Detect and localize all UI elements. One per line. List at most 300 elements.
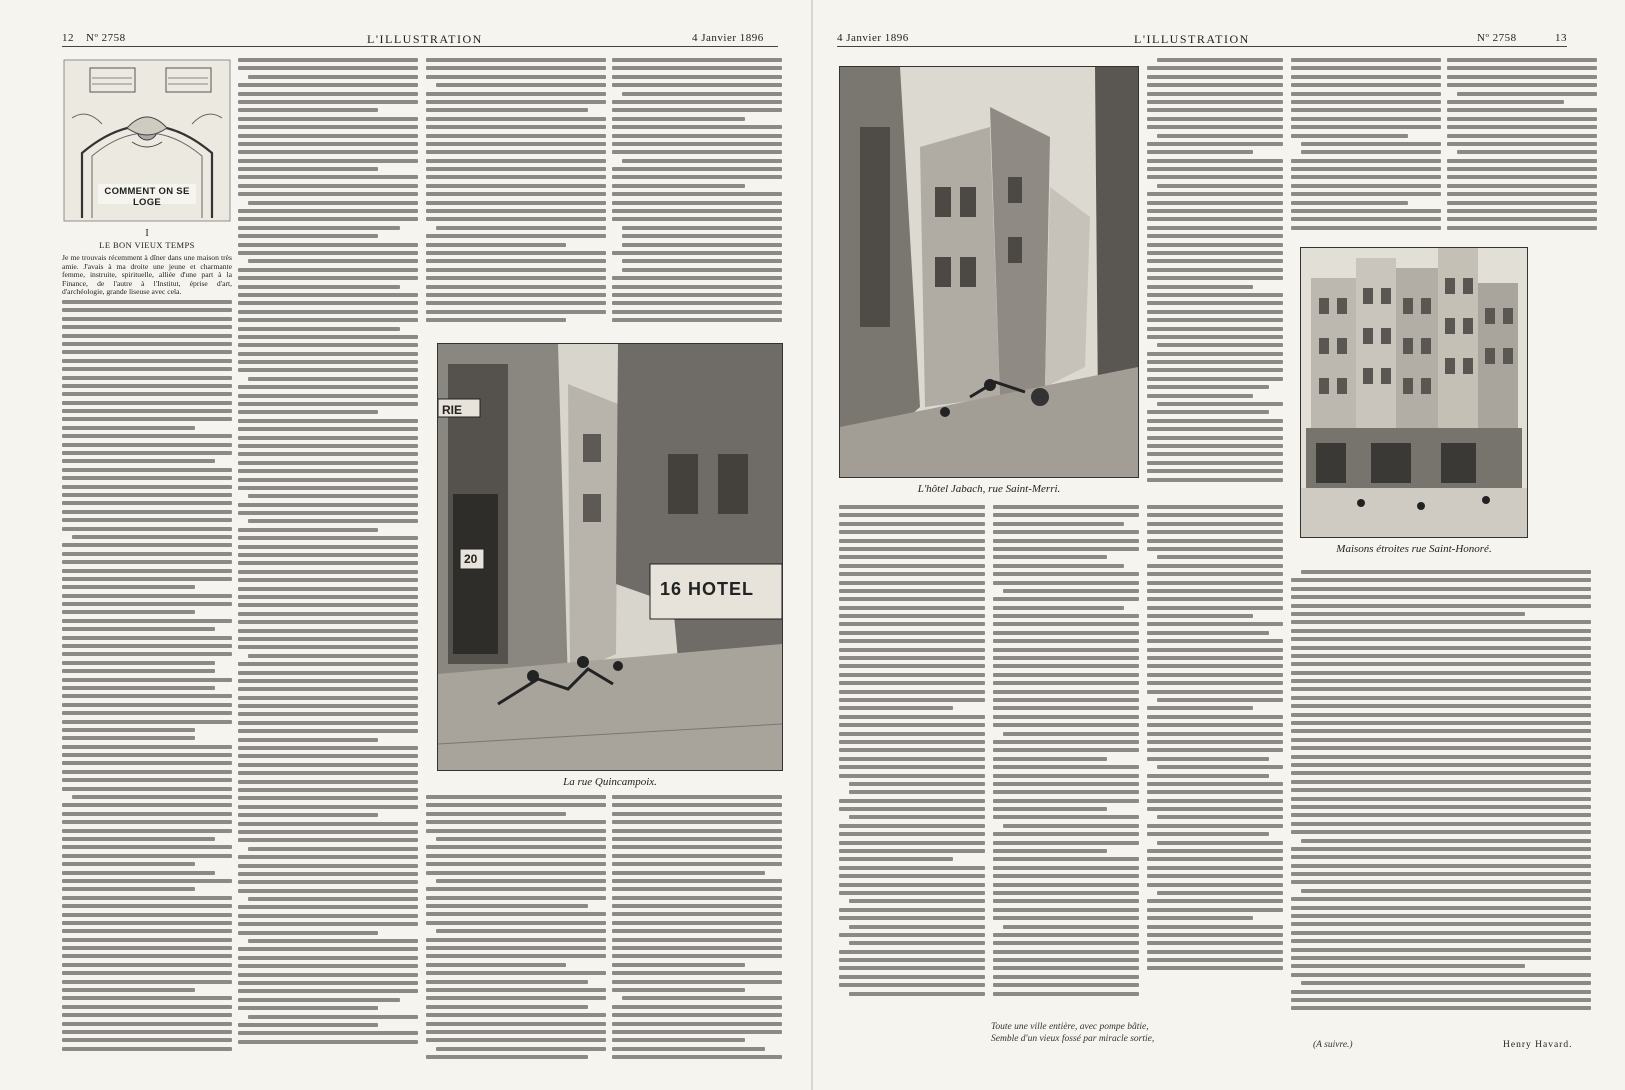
text-line bbox=[1147, 790, 1283, 794]
text-line bbox=[612, 946, 782, 950]
text-line bbox=[622, 996, 782, 1000]
text-line bbox=[238, 578, 418, 582]
text-line bbox=[238, 368, 418, 372]
text-line bbox=[1291, 587, 1591, 591]
text-line bbox=[62, 980, 232, 984]
text-line bbox=[993, 866, 1139, 870]
text-line bbox=[839, 513, 985, 517]
text-line bbox=[426, 896, 606, 900]
text-line bbox=[426, 829, 606, 833]
text-line bbox=[426, 276, 606, 280]
text-line bbox=[238, 796, 418, 800]
text-line bbox=[1147, 597, 1283, 601]
text-line bbox=[993, 950, 1139, 954]
verse-line-1: Toute une ville entière, avec pompe bâtie, bbox=[991, 1022, 1149, 1032]
text-line bbox=[993, 681, 1139, 685]
text-line bbox=[1147, 352, 1283, 356]
right-column-1-lower-text bbox=[839, 505, 985, 1015]
text-line bbox=[62, 300, 232, 304]
text-line bbox=[1291, 847, 1591, 851]
right-journal-title: L'ILLUSTRATION bbox=[1134, 32, 1250, 46]
text-line bbox=[612, 108, 782, 112]
text-line bbox=[426, 795, 606, 799]
text-line bbox=[1147, 690, 1283, 694]
text-line bbox=[62, 459, 215, 463]
text-line bbox=[1291, 738, 1591, 742]
text-line bbox=[1291, 998, 1591, 1002]
text-line bbox=[1147, 150, 1253, 154]
text-line bbox=[612, 862, 782, 866]
text-line bbox=[993, 941, 1139, 945]
text-line bbox=[1291, 75, 1441, 79]
text-line bbox=[612, 83, 782, 87]
text-line bbox=[612, 1005, 782, 1009]
text-line bbox=[612, 125, 782, 129]
text-line bbox=[612, 209, 782, 213]
text-line bbox=[238, 175, 418, 179]
text-line bbox=[1291, 763, 1591, 767]
text-line bbox=[62, 862, 195, 866]
text-line bbox=[1147, 799, 1283, 803]
text-line bbox=[1147, 958, 1283, 962]
text-line bbox=[1291, 973, 1591, 977]
text-line bbox=[238, 662, 418, 666]
text-line bbox=[1291, 755, 1591, 759]
text-line bbox=[1291, 629, 1591, 633]
text-line bbox=[62, 392, 232, 396]
text-line bbox=[238, 780, 418, 784]
text-line bbox=[993, 899, 1139, 903]
text-line bbox=[1301, 981, 1591, 985]
text-line bbox=[248, 377, 418, 381]
text-line bbox=[62, 778, 232, 782]
text-line bbox=[1447, 75, 1597, 79]
text-line bbox=[1147, 530, 1283, 534]
text-line bbox=[993, 832, 1139, 836]
text-line bbox=[993, 572, 1139, 576]
text-line bbox=[1157, 343, 1283, 347]
text-line bbox=[1147, 159, 1283, 163]
text-line bbox=[1147, 748, 1283, 752]
text-line bbox=[839, 966, 985, 970]
text-line bbox=[1291, 108, 1441, 112]
text-line bbox=[238, 251, 418, 255]
text-line bbox=[62, 770, 232, 774]
text-line bbox=[62, 384, 232, 388]
text-line bbox=[612, 921, 782, 925]
text-line bbox=[238, 92, 418, 96]
text-line bbox=[1147, 539, 1283, 543]
text-line bbox=[62, 954, 232, 958]
text-line bbox=[612, 184, 745, 188]
text-line bbox=[238, 612, 418, 616]
text-line bbox=[1147, 950, 1283, 954]
text-line bbox=[993, 966, 1139, 970]
text-line bbox=[62, 627, 215, 631]
text-line bbox=[1147, 108, 1283, 112]
text-line bbox=[62, 787, 232, 791]
text-line bbox=[62, 661, 215, 665]
text-line bbox=[238, 469, 418, 473]
left-column-4-lower-text bbox=[612, 795, 782, 1070]
text-line bbox=[1301, 839, 1591, 843]
text-line bbox=[62, 585, 195, 589]
text-line bbox=[62, 401, 232, 405]
text-line bbox=[238, 973, 418, 977]
text-line bbox=[238, 864, 418, 868]
text-line bbox=[238, 830, 418, 834]
text-line bbox=[612, 134, 782, 138]
text-line bbox=[1147, 251, 1283, 255]
text-line bbox=[1003, 824, 1139, 828]
text-line bbox=[238, 167, 378, 171]
text-line bbox=[1147, 469, 1283, 473]
text-line bbox=[612, 803, 782, 807]
rue-quincampoix-illustration bbox=[437, 343, 783, 771]
text-line bbox=[612, 192, 782, 196]
text-line bbox=[238, 83, 418, 87]
hotel-jabach-engraving bbox=[840, 67, 1138, 477]
text-line bbox=[1447, 217, 1597, 221]
text-line bbox=[62, 686, 215, 690]
text-line bbox=[612, 829, 782, 833]
right-column-2-lower-text bbox=[993, 505, 1139, 1015]
text-line bbox=[612, 201, 782, 205]
left-column-3-text bbox=[426, 58, 606, 336]
text-line bbox=[1157, 815, 1283, 819]
text-line bbox=[839, 698, 985, 702]
text-line bbox=[1147, 933, 1283, 937]
text-line bbox=[612, 1013, 782, 1017]
right-column-3-lower-text bbox=[1147, 505, 1283, 985]
text-line bbox=[622, 92, 782, 96]
street-scene-engraving bbox=[438, 344, 782, 770]
text-line bbox=[62, 468, 232, 472]
text-line bbox=[238, 117, 418, 121]
text-line bbox=[1447, 58, 1597, 62]
text-line bbox=[993, 547, 1139, 551]
text-line bbox=[612, 871, 765, 875]
text-line bbox=[248, 259, 418, 263]
right-column-4-lower-text bbox=[1291, 570, 1591, 1030]
text-line bbox=[993, 673, 1139, 677]
text-line bbox=[839, 983, 985, 987]
text-line bbox=[1147, 201, 1283, 205]
text-line bbox=[839, 581, 985, 585]
text-line bbox=[612, 318, 782, 322]
right-column-4-upper-text bbox=[1447, 58, 1597, 238]
text-line bbox=[238, 192, 418, 196]
text-line bbox=[426, 92, 606, 96]
text-line bbox=[1147, 293, 1283, 297]
text-line bbox=[612, 954, 782, 958]
text-line bbox=[238, 209, 418, 213]
text-line bbox=[612, 1030, 782, 1034]
text-line bbox=[993, 606, 1124, 610]
text-line bbox=[238, 645, 418, 649]
text-line bbox=[622, 234, 782, 238]
text-line bbox=[612, 100, 782, 104]
text-line bbox=[238, 394, 418, 398]
text-line bbox=[426, 971, 606, 975]
text-line bbox=[839, 732, 985, 736]
text-line bbox=[1147, 444, 1283, 448]
text-line bbox=[1147, 243, 1283, 247]
text-line bbox=[426, 1005, 588, 1009]
left-journal-title: L'ILLUSTRATION bbox=[367, 32, 483, 46]
text-line bbox=[62, 988, 195, 992]
text-line bbox=[1147, 368, 1283, 372]
text-line bbox=[1147, 75, 1283, 79]
text-line bbox=[72, 535, 232, 539]
text-line bbox=[426, 259, 606, 263]
text-line bbox=[1291, 209, 1441, 213]
text-line bbox=[248, 847, 418, 851]
text-line bbox=[238, 872, 418, 876]
text-line bbox=[1147, 335, 1283, 339]
text-line bbox=[1291, 880, 1591, 884]
text-line bbox=[1291, 217, 1441, 221]
text-line bbox=[839, 874, 985, 878]
text-line bbox=[993, 975, 1139, 979]
text-line bbox=[238, 763, 418, 767]
section-number: I bbox=[145, 228, 149, 239]
text-line bbox=[612, 301, 782, 305]
text-line bbox=[62, 913, 232, 917]
text-line bbox=[1291, 620, 1591, 624]
text-line bbox=[426, 167, 606, 171]
text-line bbox=[62, 896, 232, 900]
text-line bbox=[238, 838, 418, 842]
text-line bbox=[62, 669, 215, 673]
text-line bbox=[238, 402, 418, 406]
text-line bbox=[238, 822, 418, 826]
left-page-number: 12 bbox=[62, 32, 74, 44]
text-line bbox=[1157, 555, 1283, 559]
text-line bbox=[1291, 788, 1591, 792]
text-line bbox=[1447, 83, 1597, 87]
text-line bbox=[426, 142, 606, 146]
text-line bbox=[426, 1030, 606, 1034]
text-line bbox=[993, 664, 1139, 668]
text-line bbox=[238, 880, 418, 884]
text-line bbox=[426, 921, 606, 925]
text-line bbox=[839, 589, 985, 593]
text-line bbox=[238, 226, 400, 230]
text-line bbox=[1147, 916, 1253, 920]
text-line bbox=[238, 343, 418, 347]
text-line bbox=[839, 564, 985, 568]
text-line bbox=[1003, 589, 1139, 593]
text-line bbox=[1291, 134, 1408, 138]
text-line bbox=[426, 954, 606, 958]
text-line bbox=[62, 652, 232, 656]
text-line bbox=[248, 75, 418, 79]
text-line bbox=[248, 1015, 418, 1019]
text-line bbox=[436, 226, 606, 230]
to-be-continued-note: (A suivre.) bbox=[1313, 1040, 1353, 1050]
text-line bbox=[612, 879, 782, 883]
text-line bbox=[238, 1040, 418, 1044]
text-line bbox=[238, 444, 418, 448]
text-line bbox=[612, 896, 782, 900]
text-line bbox=[1147, 310, 1283, 314]
text-line bbox=[62, 929, 232, 933]
text-line bbox=[1147, 639, 1283, 643]
text-line bbox=[62, 342, 232, 346]
text-line bbox=[839, 916, 985, 920]
text-line bbox=[62, 376, 232, 380]
text-line bbox=[62, 434, 232, 438]
text-line bbox=[1291, 175, 1441, 179]
text-line bbox=[993, 874, 1139, 878]
text-line bbox=[238, 981, 418, 985]
text-line bbox=[839, 622, 985, 626]
left-column-3-lower-text bbox=[426, 795, 606, 1070]
text-line bbox=[1147, 622, 1283, 626]
text-line bbox=[1157, 402, 1283, 406]
text-line bbox=[238, 696, 418, 700]
text-line bbox=[238, 637, 418, 641]
text-line bbox=[612, 929, 782, 933]
text-line bbox=[612, 938, 782, 942]
text-line bbox=[1447, 201, 1597, 205]
text-line bbox=[839, 866, 985, 870]
text-line bbox=[1147, 394, 1253, 398]
text-line bbox=[1447, 184, 1597, 188]
text-line bbox=[1147, 410, 1269, 414]
text-line bbox=[839, 765, 985, 769]
text-line bbox=[238, 410, 378, 414]
text-line bbox=[1447, 66, 1597, 70]
text-line bbox=[1147, 857, 1283, 861]
text-line bbox=[839, 799, 985, 803]
text-line bbox=[1147, 581, 1283, 585]
text-line bbox=[1291, 201, 1408, 205]
text-line bbox=[426, 988, 606, 992]
text-line bbox=[62, 845, 232, 849]
text-line bbox=[612, 1022, 782, 1026]
text-line bbox=[238, 536, 418, 540]
right-running-header bbox=[837, 30, 1567, 47]
text-line bbox=[612, 971, 782, 975]
text-line bbox=[426, 946, 606, 950]
right-page-number: 13 bbox=[1555, 32, 1567, 44]
text-line bbox=[1291, 117, 1441, 121]
text-line bbox=[62, 753, 232, 757]
text-line bbox=[1147, 908, 1283, 912]
text-line bbox=[436, 83, 606, 87]
text-line bbox=[839, 824, 985, 828]
text-line bbox=[62, 736, 195, 740]
text-line bbox=[839, 530, 985, 534]
text-line bbox=[248, 201, 418, 205]
text-line bbox=[993, 774, 1139, 778]
text-line bbox=[612, 837, 782, 841]
text-line bbox=[62, 904, 232, 908]
text-line bbox=[612, 75, 782, 79]
text-line bbox=[993, 597, 1139, 601]
text-line bbox=[993, 706, 1139, 710]
text-line bbox=[993, 908, 1139, 912]
text-line bbox=[426, 234, 606, 238]
text-line bbox=[238, 595, 418, 599]
text-line bbox=[1147, 606, 1283, 610]
text-line bbox=[1291, 159, 1441, 163]
text-line bbox=[1003, 925, 1139, 929]
article-title: COMMENT ON SE LOGE bbox=[104, 186, 190, 208]
text-line bbox=[62, 694, 232, 698]
text-line bbox=[839, 664, 985, 668]
text-line bbox=[238, 746, 418, 750]
text-line bbox=[1457, 92, 1597, 96]
text-line bbox=[62, 367, 232, 371]
verse-line-2: Semble d'un vieux fossé par miracle sortie, bbox=[991, 1034, 1155, 1044]
text-line bbox=[62, 1013, 232, 1017]
text-line bbox=[1147, 285, 1253, 289]
text-line bbox=[993, 639, 1139, 643]
text-line bbox=[238, 704, 418, 708]
text-line bbox=[238, 570, 418, 574]
text-line bbox=[1157, 134, 1283, 138]
text-line bbox=[426, 871, 606, 875]
text-line bbox=[1147, 572, 1283, 576]
text-line bbox=[993, 622, 1139, 626]
text-line bbox=[62, 946, 232, 950]
text-line bbox=[993, 782, 1139, 786]
text-line bbox=[62, 887, 195, 891]
text-line bbox=[1147, 360, 1283, 364]
text-line bbox=[1147, 522, 1283, 526]
text-line bbox=[1291, 578, 1591, 582]
text-line bbox=[238, 629, 418, 633]
text-line bbox=[238, 989, 418, 993]
text-line bbox=[1147, 192, 1283, 196]
text-line bbox=[612, 66, 782, 70]
text-line bbox=[1457, 150, 1597, 154]
text-line bbox=[612, 963, 745, 967]
text-line bbox=[62, 527, 232, 531]
text-line bbox=[238, 503, 418, 507]
text-line bbox=[1147, 564, 1283, 568]
text-line bbox=[839, 933, 985, 937]
text-line bbox=[839, 614, 985, 618]
text-line bbox=[426, 1013, 606, 1017]
text-line bbox=[238, 721, 418, 725]
text-line bbox=[426, 318, 566, 322]
text-line bbox=[612, 1055, 782, 1059]
text-line bbox=[1291, 167, 1441, 171]
text-line bbox=[426, 904, 588, 908]
text-line bbox=[839, 706, 953, 710]
right-date: 4 Janvier 1896 bbox=[837, 32, 909, 44]
text-line bbox=[1291, 746, 1591, 750]
text-line bbox=[993, 958, 1139, 962]
text-line bbox=[1147, 673, 1283, 677]
text-line bbox=[1291, 100, 1441, 104]
text-line bbox=[238, 150, 418, 154]
text-line bbox=[62, 350, 232, 354]
text-line bbox=[612, 1047, 765, 1051]
text-line bbox=[1291, 990, 1591, 994]
text-line bbox=[1147, 268, 1283, 272]
text-line bbox=[426, 58, 606, 62]
text-line bbox=[238, 427, 418, 431]
maisons-etroites-caption: Maisons étroites rue Saint-Honoré. bbox=[1336, 543, 1492, 555]
text-line bbox=[1291, 721, 1591, 725]
text-line bbox=[1147, 824, 1283, 828]
text-line bbox=[62, 971, 232, 975]
